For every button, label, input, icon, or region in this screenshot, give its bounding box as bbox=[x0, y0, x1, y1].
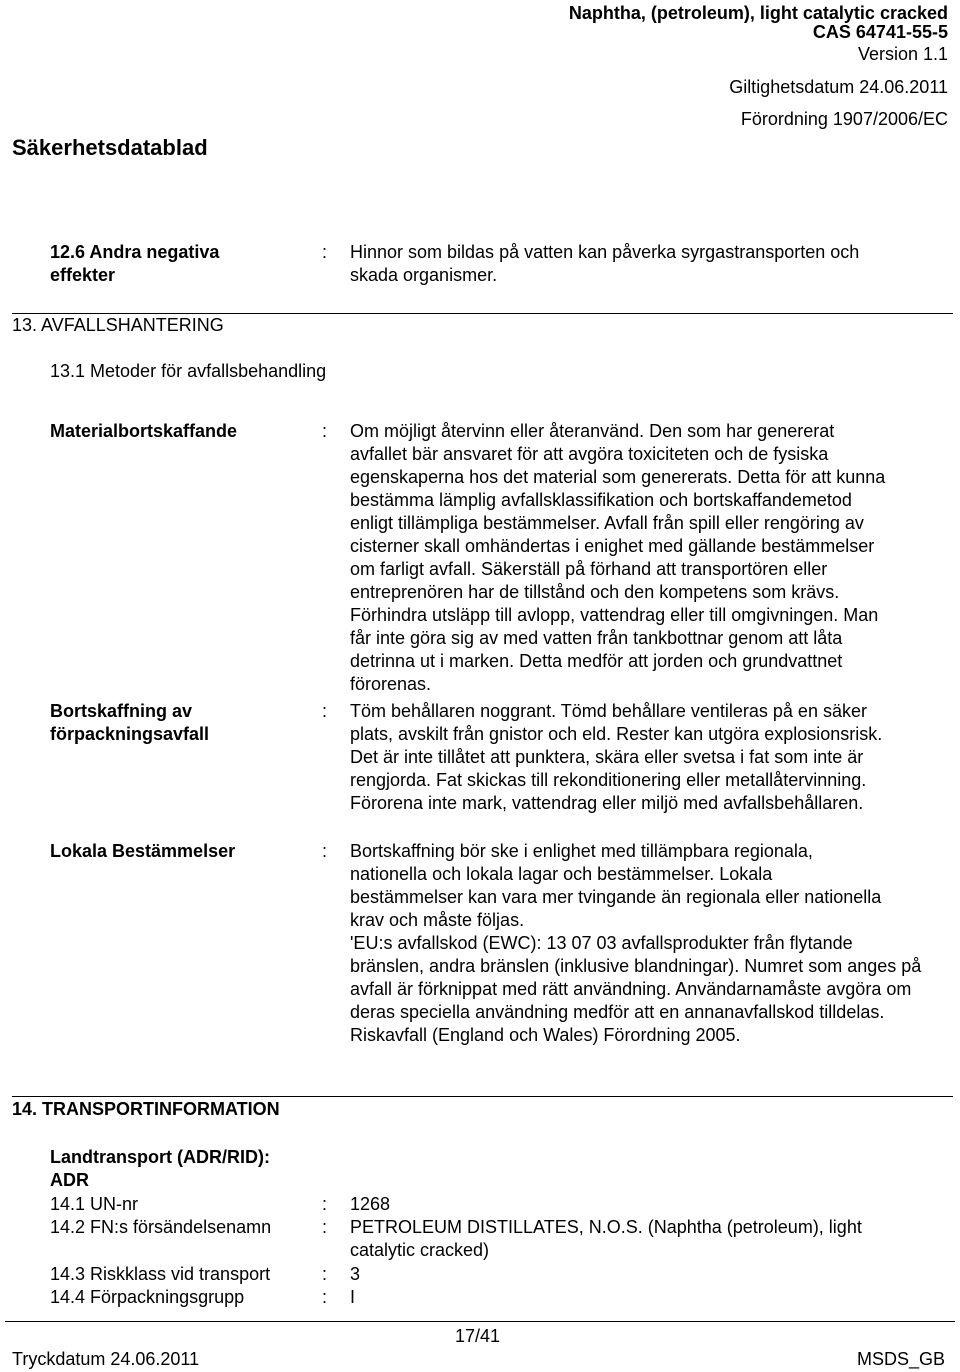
material-disposal-value: Om möjligt återvinn eller återanvänd. Den som har genererat avfallet bär ansvaret för att avgöra toxiciteten och de fysiska egenskaperna hos det material som genererats. Detta för att kunna bestämma lämplig avfallsklassifikation och bortskaffandemetod enligt tillämpliga bestämmelser. Avfall från spill eller rengöring av cisterner skall omhändertas i enighet med gällande bestämmelser om farligt avfall. Säkerställ på förhand att transportören eller entreprenören har de tillstånd och den kompetens som krävs. Förhindra utsläpp till avlopp, vattendrag eller till omgivningen. Man får inte göra sig av med vatten från tankbottnar genom att låta detrinna ut i marken. Detta medför att jorden och grundvattnet förorenas. bbox=[350, 421, 886, 694]
version-label: Version 1.1 bbox=[857, 44, 948, 64]
section-12-6-value: Hinnor som bildas på vatten kan påverka syrgastransporten och skada organismer. bbox=[350, 242, 860, 285]
hazard-class-label: 14.3 Riskklass vid transport bbox=[50, 1264, 271, 1284]
colon-separator: : bbox=[322, 242, 328, 262]
document-title: Säkerhetsdatablad bbox=[12, 135, 208, 160]
material-disposal-label: Materialbortskaffande bbox=[50, 421, 238, 441]
colon-separator: : bbox=[322, 701, 328, 721]
packing-group-label: 14.4 Förpackningsgrupp bbox=[50, 1287, 245, 1307]
validity-date: Giltighetsdatum 24.06.2011 bbox=[729, 77, 948, 97]
section-13-1-heading: 13.1 Metoder för avfallsbehandling bbox=[50, 361, 327, 381]
product-name: Naphtha, (petroleum), light catalytic cracked bbox=[568, 3, 948, 23]
ewc-code-paragraph: 'EU:s avfallskod (EWC): 13 07 03 avfallsprodukter från flytande bränslen, andra bränslen (inklusive blandningar). Numret som anges på avfall är förknippat med rätt användning. Användarnamåste avgöra om deras speciella användning medför att en annanavfallskod tilldelas. bbox=[350, 933, 922, 1022]
colon-separator: : bbox=[322, 841, 328, 861]
page-number: 17/41 bbox=[455, 1326, 501, 1346]
packing-group-value: I bbox=[350, 1287, 356, 1307]
local-regulations-value bbox=[350, 840, 930, 1047]
section-14-heading: 14. TRANSPORTINFORMATION bbox=[12, 1099, 280, 1119]
colon-separator: : bbox=[322, 1264, 328, 1284]
land-transport-heading: Landtransport (ADR/RID): ADR bbox=[50, 1147, 270, 1190]
un-number-value: 1268 bbox=[350, 1194, 391, 1214]
colon-separator: : bbox=[322, 1194, 328, 1214]
regulation-label: Förordning 1907/2006/EC bbox=[740, 109, 948, 129]
footer-divider bbox=[5, 1321, 955, 1322]
document-code: MSDS_GB bbox=[856, 1349, 945, 1369]
hazardous-waste-paragraph: Riskavfall (England och Wales) Förordning 2005. bbox=[350, 1025, 741, 1045]
section-13-heading: 13. AVFALLSHANTERING bbox=[12, 315, 224, 335]
print-date: Tryckdatum 24.06.2011 bbox=[12, 1349, 200, 1369]
shipping-name-value: PETROLEUM DISTILLATES, N.O.S. (Naphtha (petroleum), light catalytic cracked) bbox=[350, 1217, 862, 1260]
colon-separator: : bbox=[322, 421, 328, 441]
packaging-disposal-value: Töm behållaren noggrant. Tömd behållare ventileras på en säker plats, avskilt från gnistor och eld. Rester kan utgöra explosionsrisk. Det är inte tillåtet att punktera, skära eller svetsa i fat som inte är rengjorda. Fat skickas till rekonditionering eller metallåtervinning. Förorena inte mark, vattendrag eller miljö med avfallsbehållaren. bbox=[350, 701, 883, 813]
section-12-6-label: 12.6 Andra negativa effekter bbox=[50, 242, 220, 285]
un-number-label: 14.1 UN-nr bbox=[50, 1194, 139, 1214]
divider bbox=[12, 1096, 953, 1097]
packaging-disposal-label: Bortskaffning av förpackningsavfall bbox=[50, 701, 210, 744]
cas-number: CAS 64741-55-5 bbox=[812, 22, 948, 42]
hazard-class-value: 3 bbox=[350, 1264, 361, 1284]
colon-separator: : bbox=[322, 1287, 328, 1307]
colon-separator: : bbox=[322, 1217, 328, 1237]
local-regulations-label: Lokala Bestämmelser bbox=[50, 841, 236, 861]
shipping-name-label: 14.2 FN:s försändelsenamn bbox=[50, 1217, 272, 1237]
local-regulations-paragraph: Bortskaffning bör ske i enlighet med tillämpbara regionala, nationella och lokala lagar och bestämmelser. Lokala bestämmelser kan vara mer tvingande än regionala eller nationella krav och måste följas. bbox=[350, 841, 882, 930]
